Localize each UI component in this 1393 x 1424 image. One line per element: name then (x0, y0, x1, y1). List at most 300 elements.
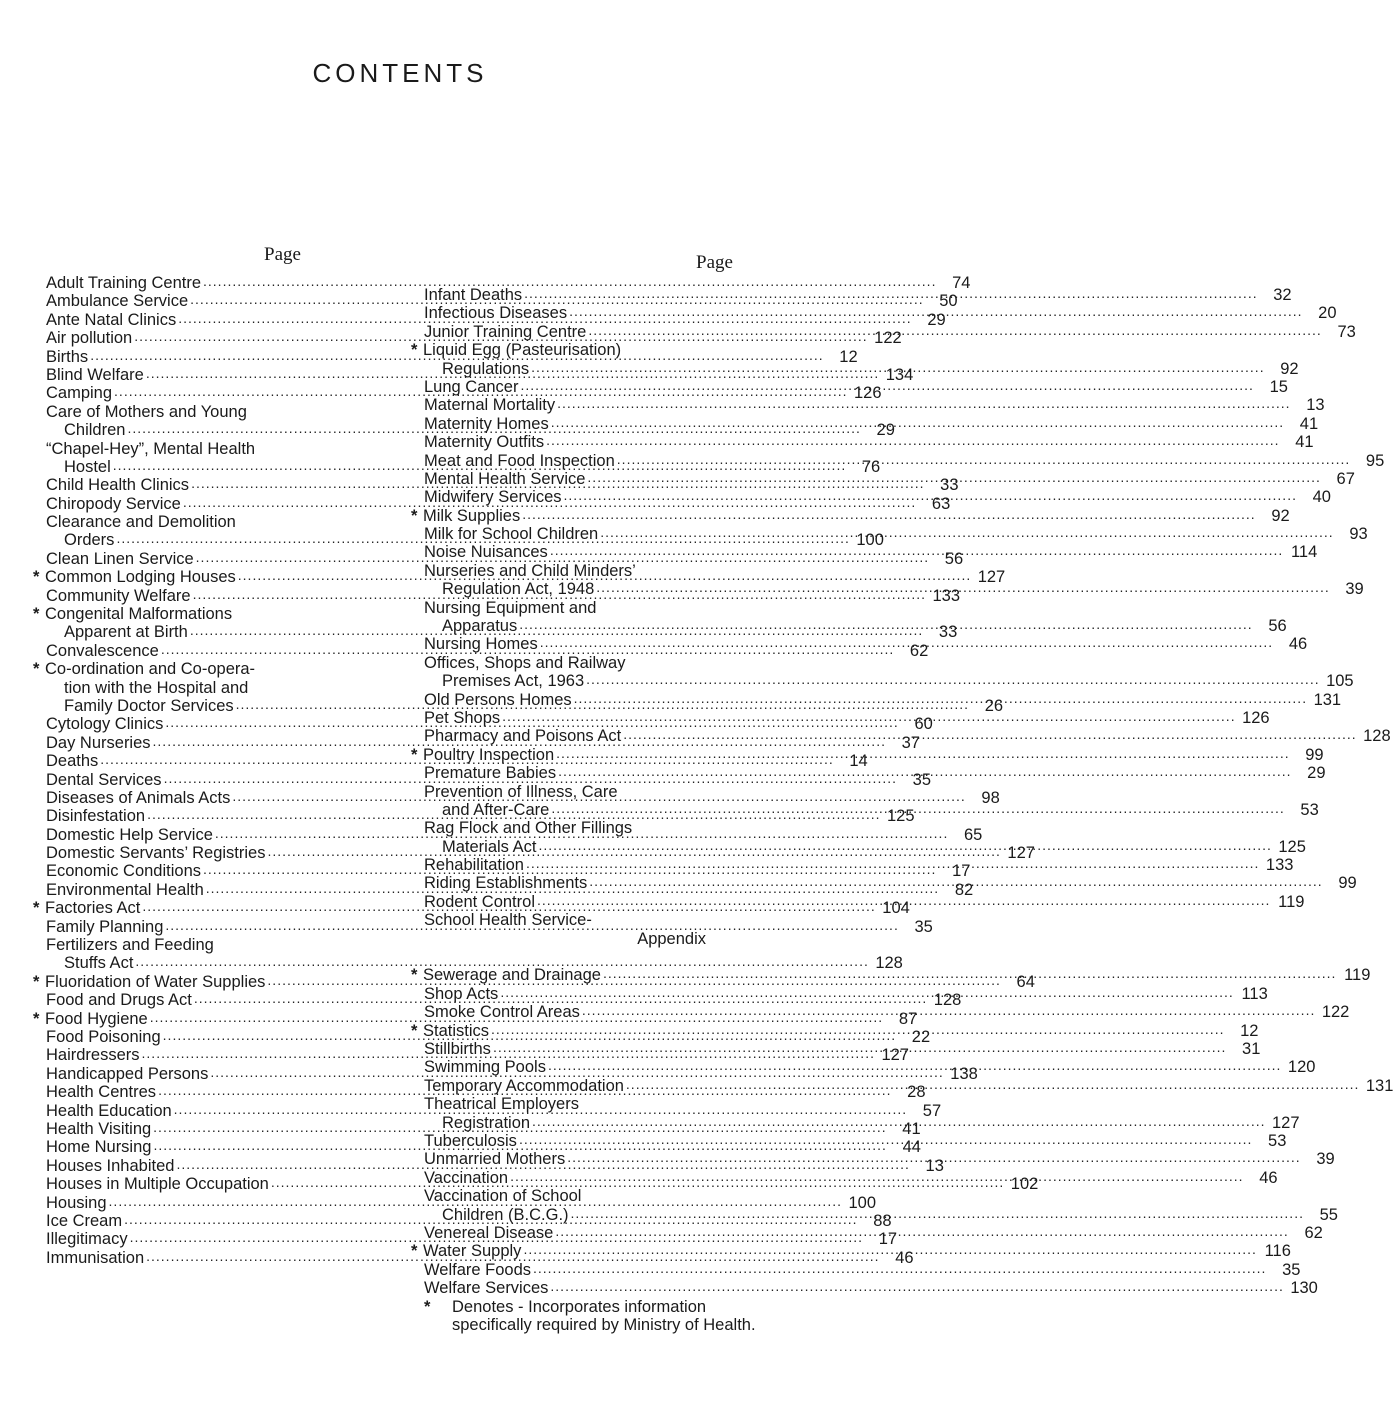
entry-title-text: Apparatus (442, 617, 518, 636)
entry-title-text: Unmarried Mothers (424, 1150, 566, 1169)
dot-leader (589, 872, 1322, 890)
entry-title-text: Premature Babies (424, 764, 557, 783)
entry-title-text: Health Visiting (46, 1119, 152, 1138)
dot-leader (519, 1130, 1252, 1148)
entry-page-number: 29 (1307, 764, 1326, 783)
entry-page-number: 127 (977, 568, 1006, 587)
entry-title-text: tion with the Hospital and (64, 678, 249, 697)
entry-title-text: Ante Natal Clinics (46, 310, 177, 329)
dot-leader (550, 541, 1283, 559)
entry-title (64, 458, 111, 476)
asterisk-marker: * (424, 1298, 431, 1316)
entry-page-number: 12 (1240, 1021, 1259, 1040)
entry-page-number: 104 (882, 899, 910, 918)
entry-page-number: 50 (939, 292, 958, 311)
entry-page-number: 35 (914, 917, 933, 936)
entry-title (424, 1132, 517, 1150)
entry-title-text: Mental Health Service (424, 469, 586, 488)
entry-title (46, 715, 163, 733)
entry-title-text: Temporary Accommodation (424, 1076, 624, 1095)
entry-page-number: 125 (886, 807, 915, 826)
asterisk-marker: * (411, 1021, 418, 1040)
entry-page-number: 114 (1290, 543, 1318, 562)
entry-title (46, 771, 162, 789)
entry-page-number: 127 (881, 1046, 909, 1065)
entry-title-text: Hairdressers (46, 1046, 140, 1065)
entry-title-text: Water Supply (423, 1242, 522, 1261)
entry-title-text: Swimming Pools (424, 1058, 546, 1077)
entry-page-number: 13 (1306, 396, 1325, 415)
entry-title-text: Deaths (46, 752, 99, 771)
dot-leader (600, 523, 1333, 541)
dot-leader (523, 1240, 1256, 1258)
entry-title-text: Stillbirths (424, 1040, 491, 1058)
entry-title-text: Child Health Clinics (46, 476, 190, 495)
entry-title-text: Domestic Servants’ Registries (46, 844, 266, 863)
entry-title (424, 1058, 546, 1076)
entry-title-text: Sewerage and Drainage (423, 966, 601, 985)
entry-title (46, 1046, 140, 1064)
entry-title-text: Maternity Outfits (424, 433, 545, 452)
dot-leader (567, 1148, 1300, 1166)
dot-leader (548, 1056, 1281, 1074)
index-entry (424, 930, 712, 948)
dot-leader (522, 505, 1255, 523)
entry-title-text: Care of Mothers and Young (46, 402, 247, 421)
entry-title-text: Immunisation (46, 1248, 145, 1267)
entry-title-text: Houses Inhabited (46, 1156, 175, 1175)
dot-leader (574, 689, 1307, 707)
entry-page-number: 87 (898, 1009, 918, 1028)
dot-leader (626, 1075, 1359, 1093)
entry-title-text: Hostel (64, 457, 111, 476)
entry-page-number: 56 (944, 549, 964, 568)
page-column-header-left: Page (264, 244, 301, 265)
entry-page-number: 41 (1295, 433, 1314, 452)
entry-title (424, 452, 615, 470)
entry-page-number: 53 (1268, 1131, 1287, 1150)
entry-page-number: 39 (1345, 580, 1364, 599)
dot-leader (587, 468, 1320, 486)
entry-title-text: Liquid Egg (Pasteurisation) (423, 341, 622, 360)
entry-title-text: Regulation Act, 1948 (442, 580, 595, 599)
entry-title (46, 476, 189, 494)
asterisk-marker: * (33, 972, 40, 991)
entry-page-number: 12 (839, 347, 858, 366)
entry-title-text: Pharmacy and Poisons Act (424, 727, 622, 746)
entry-title (33, 660, 256, 679)
entry-page-number: 95 (1365, 451, 1385, 470)
entry-page-number: 122 (1321, 1003, 1350, 1022)
entry-page-number: 99 (1305, 745, 1324, 764)
entry-title-text: Handicapped Persons (46, 1064, 209, 1083)
entry-title (424, 1187, 581, 1205)
entry-page-number: 63 (931, 494, 951, 513)
entry-page-number: 133 (932, 586, 961, 605)
entry-title-text: Vaccination of School (424, 1187, 582, 1206)
entry-page-number: 134 (885, 365, 914, 384)
entry-title (424, 1077, 624, 1095)
entry-title-text: Vaccination (424, 1168, 509, 1187)
entry-title-text: Disinfestation (46, 807, 146, 826)
entry-title-text: Economic Conditions (46, 862, 201, 881)
entry-title (46, 384, 112, 402)
asterisk-marker: * (411, 745, 418, 764)
dot-leader (500, 983, 1233, 1001)
entry-title (442, 838, 536, 856)
entry-title-text: Apparent at Birth (64, 623, 188, 642)
dot-leader (588, 321, 1321, 339)
entry-title-text: Food Hygiene (45, 1009, 148, 1028)
entry-title (46, 918, 163, 936)
asterisk-marker: * (411, 966, 418, 985)
entry-page-number: 125 (1278, 837, 1306, 856)
entry-title-text: Regulations (442, 359, 530, 378)
entry-page-number: 22 (911, 1028, 931, 1046)
entry-title-text: Fertilizers and Feeding (46, 936, 214, 955)
entry-title (442, 801, 549, 819)
entry-page-number: 41 (1299, 414, 1319, 433)
entry-title (424, 893, 535, 911)
entry-title (442, 1206, 569, 1224)
entry-page-number: 17 (952, 862, 971, 881)
entry-title-text: Orders (64, 531, 115, 550)
entry-page-number: 127 (1271, 1113, 1300, 1132)
entry-title-text: Welfare Foods (424, 1260, 531, 1279)
dot-leader (493, 1038, 1226, 1056)
entry-page-number: 35 (912, 770, 932, 789)
entry-page-number: 14 (849, 752, 868, 771)
entry-page-number: 120 (1287, 1058, 1316, 1077)
entry-page-number: 60 (914, 715, 933, 734)
dot-leader (502, 707, 1235, 725)
entry-title (46, 642, 159, 660)
dot-leader (551, 413, 1284, 431)
entry-title (46, 495, 181, 513)
entry-title-text: Domestic Help Service (46, 825, 213, 844)
dot-leader (533, 1259, 1266, 1277)
entry-title-text: Rag Flock and Other Fillings (424, 819, 633, 838)
entry-page-number: 15 (1269, 377, 1288, 396)
entry-title (46, 550, 194, 568)
index-entry (424, 911, 712, 929)
entry-title (424, 635, 538, 653)
entry-title-text: Food and Drugs Act (46, 991, 192, 1010)
entry-title-text: Home Nursing (46, 1138, 152, 1157)
page-title: CONTENTS (312, 58, 488, 88)
entry-title-text: Midwifery Services (424, 488, 562, 507)
asterisk-marker: * (33, 568, 40, 587)
entry-title (411, 506, 521, 525)
dot-leader (520, 376, 1253, 394)
entry-page-number: 39 (1316, 1150, 1335, 1169)
dot-leader (546, 431, 1279, 449)
entry-title-text: “Chapel-Hey”, Mental Health (46, 439, 256, 458)
entry-title-text: Ice Cream (46, 1211, 123, 1230)
entry-page-number: 126 (853, 384, 882, 403)
entry-title-text: Stuffs Act (64, 954, 134, 973)
index-entry (33, 660, 332, 679)
entry-title-text: Food Poisoning (46, 1028, 161, 1046)
entry-title-text: Offices, Shops and Railway (424, 653, 626, 672)
entry-title (46, 1157, 174, 1175)
dot-leader (617, 450, 1350, 468)
entry-title-text: Houses in Multiple Occupation (46, 1175, 269, 1194)
entry-title-text: Welfare Services (424, 1279, 549, 1298)
entry-title (424, 304, 567, 322)
entry-title (46, 1230, 128, 1248)
entry-title-text: Poultry Inspection (423, 745, 555, 764)
entry-page-number: 128 (875, 954, 903, 973)
entry-title (424, 764, 556, 782)
entry-page-number: 17 (878, 1230, 898, 1249)
entry-page-number: 116 (1264, 1242, 1291, 1261)
entry-page-number: 57 (922, 1101, 942, 1120)
entry-title (424, 286, 522, 304)
entry-title (46, 1138, 151, 1156)
entry-page-number: 28 (907, 1083, 926, 1102)
entry-title-text: Old Persons Homes (424, 690, 572, 709)
dot-leader (623, 725, 1356, 743)
entry-title (424, 1261, 531, 1279)
entry-title-text: School Health Service- (424, 911, 592, 930)
entry-title-text: Smoke Control Areas (424, 1003, 580, 1022)
entry-title-text: Ambulance Service (46, 292, 189, 311)
entry-title-text: Convalescence (46, 641, 159, 660)
entry-title-text: Environmental Health (46, 880, 204, 899)
entry-title (424, 985, 498, 1003)
entry-title-text: Riding Establishments (424, 874, 588, 893)
entry-title (424, 543, 548, 561)
dot-leader (582, 1001, 1315, 1019)
asterisk-marker: * (33, 1009, 40, 1028)
page-column-header-right: Page (696, 252, 733, 273)
entry-page-number: 64 (1016, 972, 1035, 991)
entry-page-number: 127 (1007, 844, 1035, 863)
entry-page-number: 33 (940, 476, 959, 495)
entry-title-text: Registration (442, 1113, 531, 1132)
entry-page-number: 131 (1365, 1076, 1393, 1095)
entry-title-text: Rehabilitation (424, 856, 524, 875)
entry-page-number: 67 (1336, 469, 1355, 488)
entry-title-text: Clearance and Demolition (46, 513, 236, 532)
entry-title-text: Children (64, 421, 126, 440)
entry-title (637, 930, 706, 948)
entry-page-number: 102 (1010, 1175, 1039, 1194)
dot-leader (551, 799, 1284, 817)
entry-page-number: 76 (861, 457, 881, 476)
dot-leader (569, 302, 1302, 320)
asterisk-marker: * (33, 605, 40, 624)
entry-title (33, 1009, 148, 1028)
entry-page-number: 100 (856, 531, 884, 550)
entry-title-text: Venereal Disease (424, 1223, 554, 1242)
entry-page-number: 73 (1337, 322, 1356, 341)
entry-title-text: Shop Acts (424, 984, 499, 1003)
dot-leader (510, 1167, 1243, 1185)
entry-title-text: Adult Training Centre (46, 273, 202, 292)
entry-title (46, 807, 145, 825)
entry-title-text: Dental Services (46, 770, 162, 789)
entry-title (442, 672, 584, 690)
entry-title-text: Meat and Food Inspection (424, 451, 615, 470)
entry-title-text: Health Centres (46, 1083, 157, 1102)
dot-leader (519, 615, 1252, 633)
index-entry (424, 1279, 1318, 1298)
entry-page-number: 33 (938, 623, 958, 642)
entry-title (424, 323, 586, 341)
entry-page-number: 138 (950, 1064, 978, 1083)
entry-page-number: 44 (902, 1138, 921, 1157)
entry-page-number: 105 (1326, 672, 1354, 691)
entry-title (442, 1114, 530, 1132)
entry-title (46, 826, 213, 844)
entry-title-text: Chiropody Service (46, 494, 181, 513)
entry-title (424, 396, 555, 414)
dot-leader (555, 1222, 1288, 1240)
entry-page-number: 40 (1312, 488, 1331, 507)
dot-leader (550, 1277, 1283, 1295)
entry-page-number: 92 (1280, 359, 1299, 378)
asterisk-marker: * (411, 1242, 418, 1261)
entry-page-number: 56 (1268, 617, 1287, 636)
dot-leader (556, 744, 1289, 762)
entry-title-text: Noise Nuisances (424, 543, 548, 562)
entry-title-text: Fluoridation of Water Supplies (45, 972, 266, 991)
entry-title (411, 1242, 522, 1261)
entry-title (46, 292, 188, 310)
entry-title-text: Infant Deaths (424, 285, 523, 304)
entry-title-text: Births (46, 347, 89, 366)
entry-title (424, 856, 524, 874)
dot-leader (531, 358, 1264, 376)
entry-title-text: Health Education (46, 1101, 172, 1120)
entry-page-number: 62 (1304, 1223, 1323, 1242)
entry-page-number: 37 (901, 733, 920, 752)
entry-title-text: Clean Linen Service (46, 549, 194, 568)
asterisk-marker: * (33, 899, 40, 918)
entry-title (64, 954, 133, 972)
asterisk-marker: * (411, 341, 418, 360)
entry-title (46, 587, 191, 605)
dot-leader (538, 836, 1271, 854)
entry-page-number: 98 (981, 788, 1000, 807)
entry-page-number: 53 (1300, 800, 1319, 819)
entry-title (64, 531, 114, 549)
entry-page-number: 26 (984, 696, 1004, 715)
entry-title-text: Materials Act (442, 837, 537, 856)
entry-title-text: Day Nurseries (46, 733, 151, 752)
asterisk-marker: * (411, 506, 418, 525)
dot-leader (603, 964, 1336, 982)
entry-page-number: 29 (927, 310, 946, 329)
entry-title-text: Factories Act (45, 899, 141, 918)
entry-page-number: 55 (1319, 1205, 1338, 1224)
entry-title (442, 617, 517, 635)
entry-page-number: 65 (963, 825, 983, 844)
entry-title-text: Maternity Homes (424, 414, 549, 433)
entry-title-text: Community Welfare (46, 586, 191, 605)
entry-title (46, 1249, 144, 1267)
dot-leader (491, 1020, 1224, 1038)
entry-page-number: 128 (933, 991, 962, 1010)
entry-page-number: 133 (1265, 856, 1294, 875)
entry-title-text: Milk for School Children (424, 525, 599, 544)
entry-page-number: 126 (1242, 708, 1270, 727)
entry-title-text: Maternal Mortality (424, 396, 556, 415)
entry-page-number: 32 (1273, 285, 1292, 304)
entry-page-number: 93 (1349, 525, 1368, 544)
entry-title (46, 1212, 122, 1230)
dot-leader (540, 633, 1273, 651)
entry-page-number: 62 (909, 641, 929, 660)
entry-page-number: 92 (1271, 506, 1290, 525)
entry-title (442, 580, 594, 598)
entry-title (424, 911, 592, 929)
footnote (424, 1298, 772, 1335)
entry-title (411, 745, 555, 764)
entry-page-number: 46 (1288, 635, 1308, 654)
entry-title-text: Children (B.C.G.) (442, 1205, 569, 1224)
dot-leader (524, 284, 1257, 302)
dot-leader (526, 854, 1259, 872)
entry-title-text: Premises Act, 1963 (442, 672, 585, 691)
entry-title (46, 1194, 107, 1212)
entry-title-text: Family Planning (46, 917, 164, 936)
entry-title-text: Nurseries and Child Minders’ (424, 561, 636, 580)
entry-title-text: Appendix (637, 929, 706, 948)
entry-page-number: 13 (925, 1156, 944, 1175)
entry-title-text: Pet Shops (424, 708, 501, 727)
entry-title (64, 421, 125, 439)
entry-page-number: 82 (954, 880, 974, 899)
entry-page-number: 46 (1259, 1168, 1278, 1187)
entry-title-text: Theatrical Employers (424, 1095, 579, 1114)
entry-title-text: Prevention of Illness, Care (424, 782, 618, 801)
entry-title-text: and After-Care (442, 800, 550, 819)
entry-title (424, 1279, 548, 1297)
dot-leader (557, 394, 1290, 412)
entry-page-number: 122 (874, 329, 902, 348)
entry-title-text: Co-ordination and Co-opera- (45, 660, 256, 679)
entry-title (46, 348, 88, 366)
entry-page-number: 29 (876, 421, 895, 440)
entry-page-number: 130 (1290, 1279, 1318, 1298)
entry-title (424, 709, 500, 727)
entry-title (442, 360, 529, 378)
entry-title-text: Nursing Equipment and (424, 598, 597, 617)
entry-title (46, 1120, 151, 1138)
entry-title-text: Illegitimacy (46, 1230, 128, 1249)
entry-page-number: 20 (1318, 304, 1337, 323)
entry-title-text: Family Doctor Services (64, 696, 234, 715)
dot-leader (532, 1112, 1265, 1130)
entry-title (33, 899, 141, 918)
entry-title (424, 415, 549, 433)
entry-title-text: Statistics (423, 1021, 490, 1040)
entry-title (424, 433, 544, 451)
entry-title (46, 274, 201, 292)
entry-title-text: Cytology Clinics (46, 715, 164, 734)
entry-title-text: Infectious Diseases (424, 304, 568, 323)
entry-title-text: Housing (46, 1193, 107, 1212)
entry-title (424, 470, 585, 488)
entry-title (46, 1083, 156, 1101)
entry-title-text: Congenital Malformations (45, 605, 233, 624)
dot-leader (558, 762, 1291, 780)
asterisk-marker: * (33, 660, 40, 679)
dot-leader (586, 670, 1319, 688)
